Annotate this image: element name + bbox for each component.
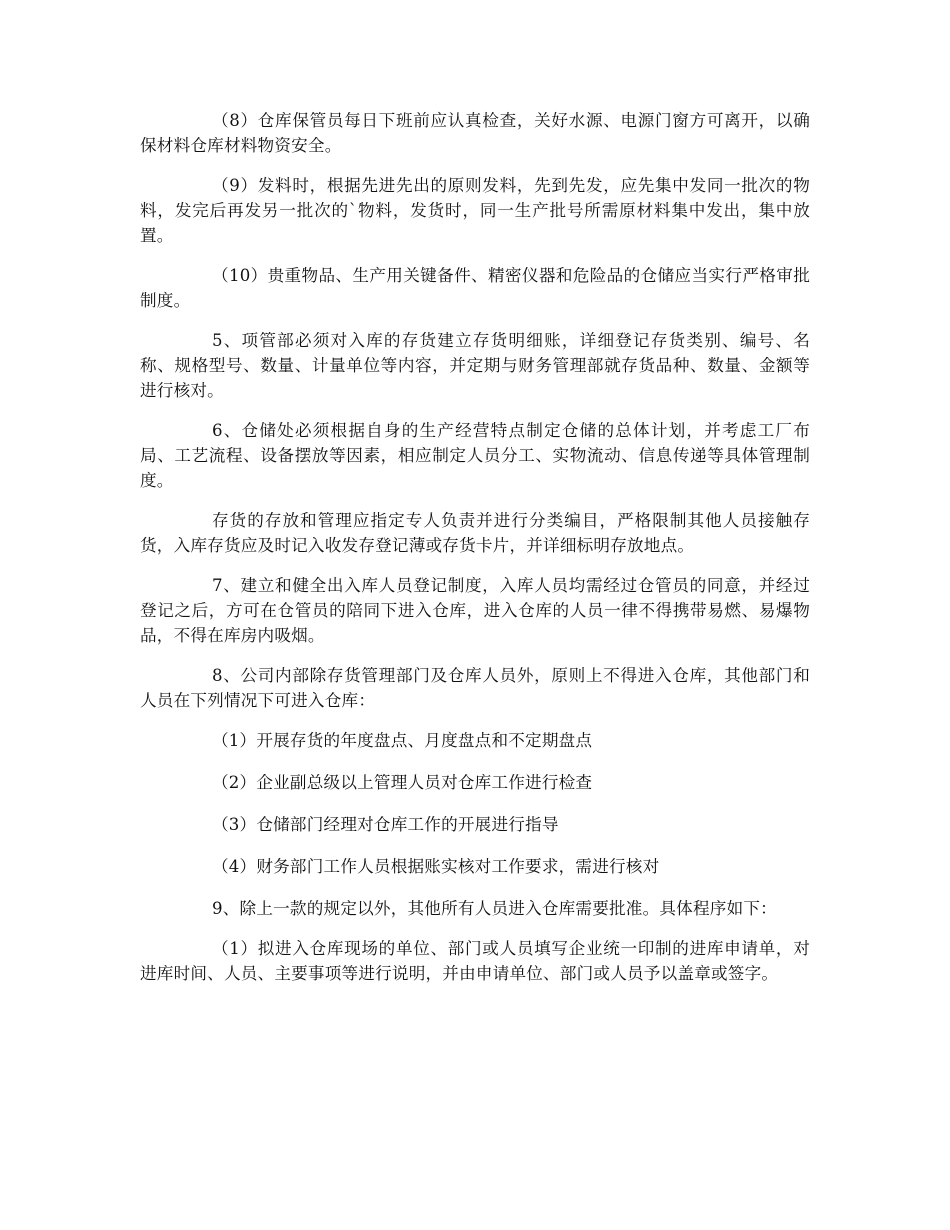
paragraph-item-8: （8）仓库保管员每日下班前应认真检查，关好水源、电源门窗方可离开，以确保材料仓库材料物资安全。: [140, 111, 810, 155]
paragraph-item-10: （10）贵重物品、生产用关键备件、精密仪器和危险品的仓储应当实行严格审批制度。: [140, 266, 810, 310]
paragraph-section-7: 7、建立和健全出入库人员登记制度，入库人员均需经过仓管员的同意，并经过登记之后，方可在仓管员的陪同下进入仓库，进入仓库的人员一律不得携带易燃、易爆物品，不得在库房内吸烟。: [140, 576, 810, 645]
list-item-4: （4）财务部门工作人员根据账实核对工作要求，需进行核对: [212, 857, 660, 876]
paragraph-storage-management: 存货的存放和管理应指定专人负责并进行分类编目，严格限制其他人员接触存货，入库存货应及时记入收发存登记薄或存货卡片，并详细标明存放地点。: [140, 511, 810, 555]
document-page: [140, 108, 810, 1001]
list-item-2: （2）企业副总级以上管理人员对仓库工作进行检查: [212, 773, 593, 792]
paragraph-section-8: 8、公司内部除存货管理部门及仓库人员外，原则上不得进入仓库，其他部门和人员在下列情况下可进入仓库：: [140, 666, 810, 710]
list-item-1: （1）开展存货的年度盘点、月度盘点和不定期盘点: [212, 731, 593, 750]
paragraph-item-9: （9）发料时，根据先进先出的原则发料，先到先发，应先集中发同一批次的物料，发完后再发另一批次的`物料，发货时，同一生产批号所需原材料集中发出，集中放置。: [140, 176, 810, 245]
list-item-3: （3）仓储部门经理对仓库工作的开展进行指导: [212, 815, 559, 834]
paragraph-procedure-1: （1）拟进入仓库现场的单位、部门或人员填写企业统一印制的进库申请单，对进库时间、人员、主要事项等进行说明，并由申请单位、部门或人员予以盖章或签字。: [140, 939, 810, 983]
paragraph-section-6: 6、仓储处必须根据自身的生产经营特点制定仓储的总体计划，并考虑工厂布局、工艺流程、设备摆放等因素，相应制定人员分工、实物流动、信息传递等具体管理制度。: [140, 421, 810, 490]
paragraph-section-9: 9、除上一款的规定以外，其他所有人员进入仓库需要批准。具体程序如下：: [212, 899, 777, 918]
paragraph-section-5: 5、项管部必须对入库的存货建立存货明细账，详细登记存货类别、编号、名称、规格型号、数量、计量单位等内容，并定期与财务管理部就存货品种、数量、金额等进行核对。: [140, 331, 810, 400]
